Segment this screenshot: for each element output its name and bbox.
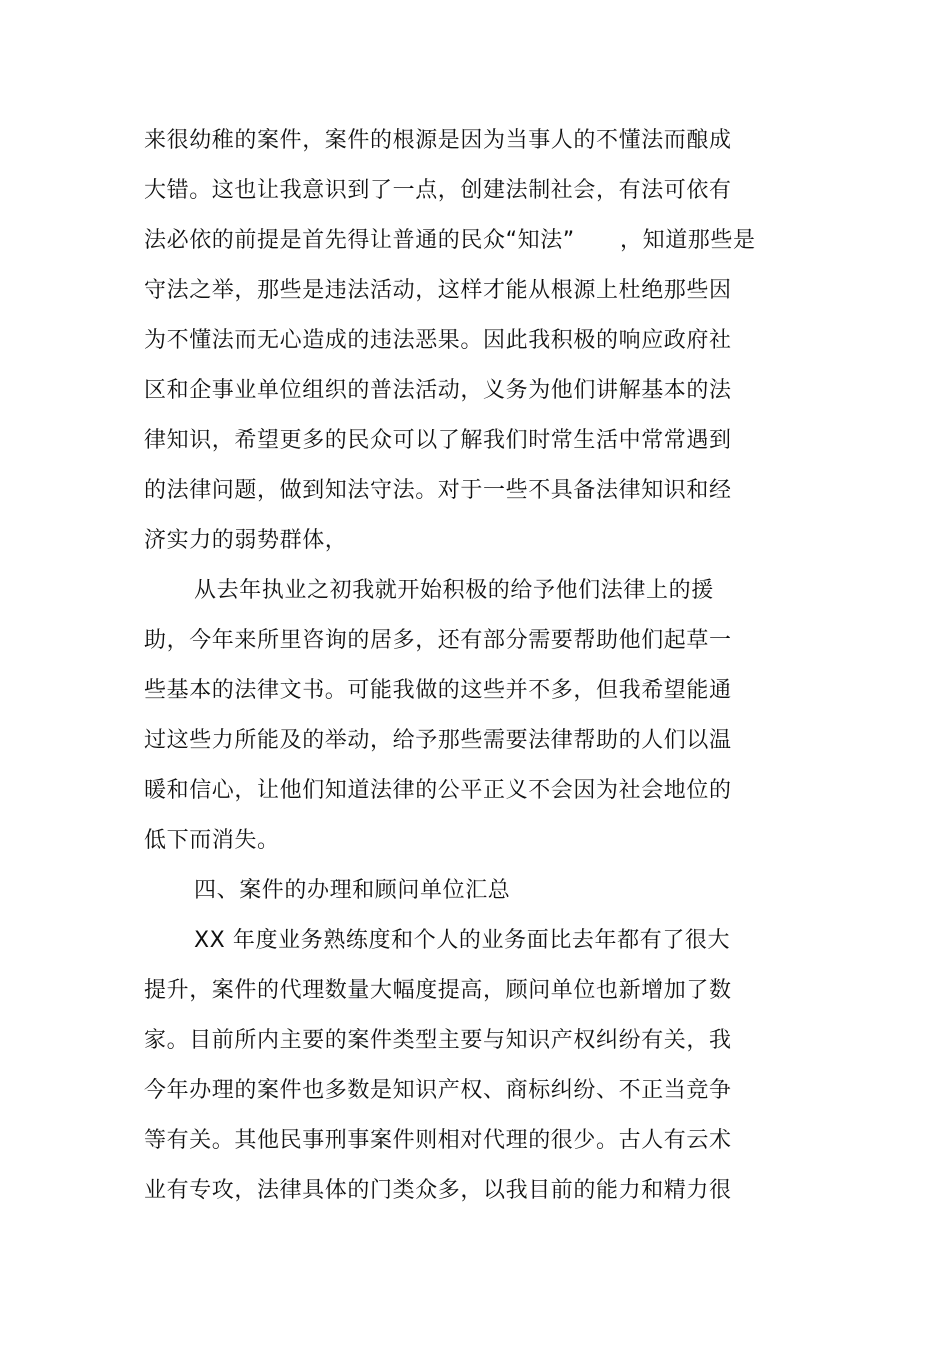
text-line: 业有专攻，法律具体的门类众多，以我目前的能力和精力很 <box>144 1178 732 1203</box>
text-line: 今年办理的案件也多数是知识产权、商标纠纷、不正当竞争 <box>144 1078 732 1103</box>
text-line: 守法之举，那些是违法活动，这样才能从根源上杜绝那些因 <box>144 278 732 303</box>
text-line: 济实力的弱势群体， <box>144 528 348 553</box>
text-line: 助，今年来所里咨询的居多，还有部分需要帮助他们起草一 <box>144 628 732 653</box>
text-line: 过这些力所能及的举动，给予那些需要法律帮助的人们以温 <box>144 728 732 753</box>
text-line: 等有关。其他民事刑事案件则相对代理的很少。古人有云术 <box>144 1128 732 1153</box>
text-line: 的法律问题，做到知法守法。对于一些不具备法律知识和经 <box>144 478 732 503</box>
text-line: 低下而消失。 <box>144 828 280 853</box>
text-line: 些基本的法律文书。可能我做的这些并不多，但我希望能通 <box>144 678 732 703</box>
text-line: 区和企事业单位组织的普法活动，义务为他们讲解基本的法 <box>144 378 732 403</box>
paragraph-first-line: XX 年度业务熟练度和个人的业务面比去年都有了很大 <box>194 928 731 953</box>
text-line: 来很幼稚的案件，案件的根源是因为当事人的不懂法而酿成 <box>144 128 732 153</box>
text-line: 法必依的前提是首先得让普通的民众“知法” ，知道那些是 <box>144 228 756 253</box>
text-line: 提升，案件的代理数量大幅度提高，顾问单位也新增加了数 <box>144 978 732 1003</box>
text-line: 家。目前所内主要的案件类型主要与知识产权纠纷有关，我 <box>144 1028 732 1053</box>
section-heading: 四、案件的办理和顾问单位汇总 <box>194 878 511 903</box>
text-line: 律知识，希望更多的民众可以了解我们时常生活中常常遇到 <box>144 428 732 453</box>
text-line: 暖和信心，让他们知道法律的公平正义不会因为社会地位的 <box>144 778 732 803</box>
text-line: 为不懂法而无心造成的违法恶果。因此我积极的响应政府社 <box>144 328 732 353</box>
paragraph-first-line: 从去年执业之初我就开始积极的给予他们法律上的援 <box>194 578 714 603</box>
text-line: 大错。这也让我意识到了一点，创建法制社会，有法可依有 <box>144 178 732 203</box>
